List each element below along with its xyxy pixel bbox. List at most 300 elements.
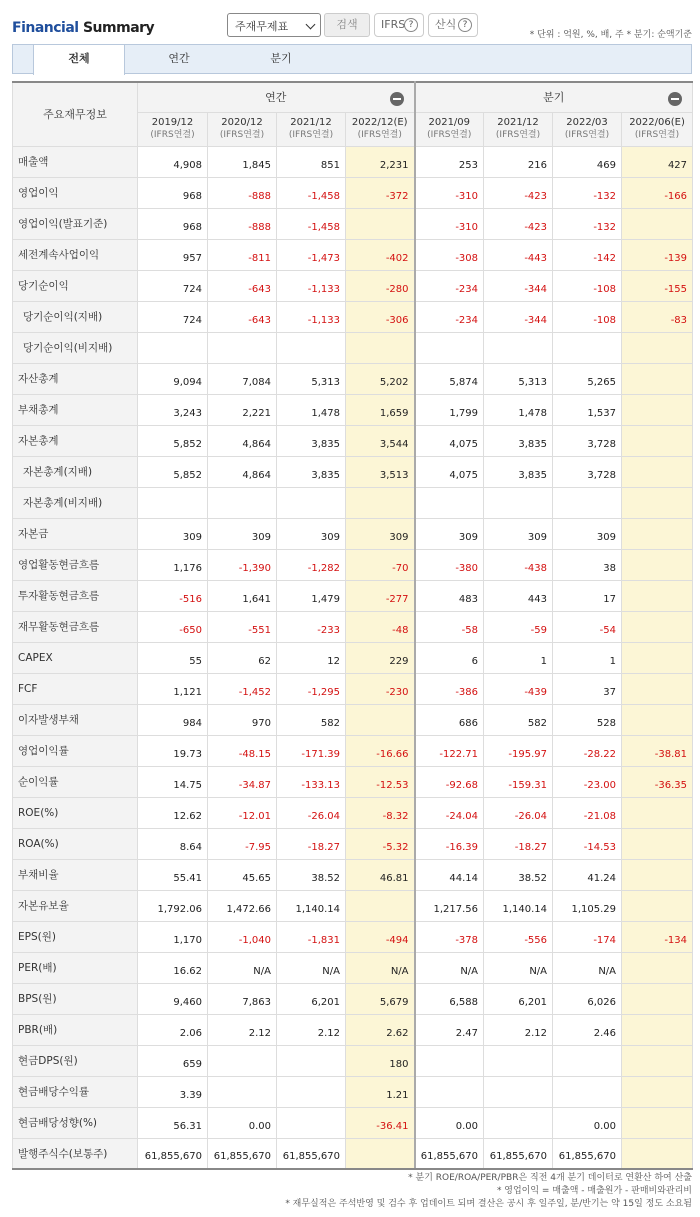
table-cell: 2.12 xyxy=(208,1014,277,1045)
table-cell xyxy=(622,642,693,673)
table-cell: N/A xyxy=(553,952,622,983)
table-row xyxy=(13,704,693,735)
table-cell: 309 xyxy=(208,518,277,549)
table-cell xyxy=(622,704,693,735)
table-cell: -551 xyxy=(208,611,277,642)
table-cell: 309 xyxy=(484,518,553,549)
table-cell: 3,835 xyxy=(277,425,346,456)
corner-label: 주요재무정보 xyxy=(13,82,138,146)
table-cell: 2.47 xyxy=(415,1014,484,1045)
table-cell: -439 xyxy=(484,673,553,704)
table-cell: -1,040 xyxy=(208,921,277,952)
table-cell: 0.00 xyxy=(553,1107,622,1138)
collapse-minus-icon[interactable] xyxy=(390,92,404,106)
row-label: 자본금 xyxy=(13,518,138,549)
table-cell: 37 xyxy=(553,673,622,704)
period-basis: (IFRS연결) xyxy=(634,130,680,140)
table-cell: -132 xyxy=(553,177,622,208)
table-row xyxy=(13,735,693,766)
table-cell: 1,792.06 xyxy=(138,890,208,921)
table-cell: 4,908 xyxy=(138,146,208,177)
table-cell: -12.53 xyxy=(346,766,415,797)
table-cell: -36.41 xyxy=(346,1107,415,1138)
footnote: * 영업이익 = 매출액 - 매출원가 - 판매비와관리비 xyxy=(496,1186,692,1196)
table-cell: 8.64 xyxy=(138,828,208,859)
table-cell: 1,176 xyxy=(138,549,208,580)
table-cell: 229 xyxy=(346,642,415,673)
period-basis: (IFRS연결) xyxy=(564,130,610,140)
tab-annual[interactable]: 연간 xyxy=(168,52,190,65)
table-cell: 528 xyxy=(553,704,622,735)
table-cell: -108 xyxy=(553,270,622,301)
table-cell: -5.32 xyxy=(346,828,415,859)
table-cell: 12.62 xyxy=(138,797,208,828)
group-quarterly-header xyxy=(415,82,693,112)
table-cell: -159.31 xyxy=(484,766,553,797)
table-cell: -443 xyxy=(484,239,553,270)
table-cell: 851 xyxy=(277,146,346,177)
table-cell: -23.00 xyxy=(553,766,622,797)
footnotes xyxy=(285,1172,692,1211)
table-cell: 2,231 xyxy=(346,146,415,177)
table-cell: -650 xyxy=(138,611,208,642)
table-cell: -24.04 xyxy=(415,797,484,828)
period-label: 2021/09 xyxy=(428,117,471,128)
table-cell: -48.15 xyxy=(208,735,277,766)
table-cell: -516 xyxy=(138,580,208,611)
table-cell: 9,094 xyxy=(138,363,208,394)
group-quarterly-label: 분기 xyxy=(543,91,565,105)
table-cell xyxy=(346,704,415,735)
unit-note: * 단위 : 억원, %, 배, 주 * 분기: 순액기준 xyxy=(529,30,692,40)
table-cell: -643 xyxy=(208,301,277,332)
table-cell: 970 xyxy=(208,704,277,735)
table-cell: -306 xyxy=(346,301,415,332)
period-label: 2022/12(E) xyxy=(351,117,408,128)
table-cell: 4,075 xyxy=(415,456,484,487)
table-cell: 2,221 xyxy=(208,394,277,425)
table-cell: -233 xyxy=(277,611,346,642)
row-label: 이자발생부채 xyxy=(13,704,138,735)
table-cell: -83 xyxy=(622,301,693,332)
table-cell: 5,202 xyxy=(346,363,415,394)
table-row xyxy=(13,828,693,859)
page-title xyxy=(12,20,154,36)
row-label: 자본유보율 xyxy=(13,890,138,921)
table-cell: 61,855,670 xyxy=(553,1138,622,1169)
table-cell: 61,855,670 xyxy=(277,1138,346,1169)
table-cell xyxy=(415,1045,484,1076)
table-cell: 4,864 xyxy=(208,456,277,487)
table-cell: -133.13 xyxy=(277,766,346,797)
period-header xyxy=(346,112,415,146)
period-header xyxy=(277,112,346,146)
table-cell: 9,460 xyxy=(138,983,208,1014)
table-cell xyxy=(622,363,693,394)
table-row xyxy=(13,549,693,580)
table-cell: N/A xyxy=(208,952,277,983)
period-label: 2019/12 xyxy=(151,117,194,128)
table-cell: 1,140.14 xyxy=(484,890,553,921)
ifrs-help-button[interactable] xyxy=(374,13,424,37)
table-row xyxy=(13,1107,693,1138)
table-cell xyxy=(277,1045,346,1076)
table-row xyxy=(13,580,693,611)
table-cell xyxy=(622,518,693,549)
table-cell: -12.01 xyxy=(208,797,277,828)
table-cell: -378 xyxy=(415,921,484,952)
table-cell: 1,659 xyxy=(346,394,415,425)
table-cell: 1,479 xyxy=(277,580,346,611)
table-cell: 483 xyxy=(415,580,484,611)
table-row xyxy=(13,1076,693,1107)
row-label: CAPEX xyxy=(13,642,138,673)
table-cell xyxy=(622,1138,693,1169)
period-header xyxy=(208,112,277,146)
table-cell: -344 xyxy=(484,301,553,332)
table-cell: -36.35 xyxy=(622,766,693,797)
table-cell: 61,855,670 xyxy=(138,1138,208,1169)
table-cell xyxy=(277,487,346,518)
table-cell: -1,473 xyxy=(277,239,346,270)
table-cell: 3.39 xyxy=(138,1076,208,1107)
table-row xyxy=(13,425,693,456)
table-cell: 309 xyxy=(138,518,208,549)
table-cell: 2.12 xyxy=(484,1014,553,1045)
table-cell: 3,835 xyxy=(484,425,553,456)
table-cell xyxy=(346,890,415,921)
table-cell xyxy=(622,549,693,580)
table-cell: -1,458 xyxy=(277,177,346,208)
table-row xyxy=(13,797,693,828)
table-cell: -171.39 xyxy=(277,735,346,766)
period-label: 2022/03 xyxy=(566,117,608,128)
table-cell: -310 xyxy=(415,177,484,208)
table-cell: -643 xyxy=(208,270,277,301)
table-cell: 427 xyxy=(622,146,693,177)
table-cell: 4,075 xyxy=(415,425,484,456)
table-cell: 0.00 xyxy=(415,1107,484,1138)
row-label: ROA(%) xyxy=(13,828,138,859)
period-basis: (IFRS연결) xyxy=(150,130,195,140)
row-label: 투자활동현금흐름 xyxy=(13,580,138,611)
title-financial: Financial xyxy=(12,20,79,36)
table-cell xyxy=(622,890,693,921)
table-cell: -58 xyxy=(415,611,484,642)
table-row xyxy=(13,456,693,487)
table-cell xyxy=(208,332,277,363)
table-cell: -888 xyxy=(208,208,277,239)
table-cell: 3,544 xyxy=(346,425,415,456)
period-header xyxy=(415,112,484,146)
table-cell: N/A xyxy=(346,952,415,983)
table-cell: 61,855,670 xyxy=(484,1138,553,1169)
table-cell: 582 xyxy=(277,704,346,735)
table-cell: 3,513 xyxy=(346,456,415,487)
table-row xyxy=(13,518,693,549)
row-label: BPS(원) xyxy=(13,983,138,1014)
table-cell: -423 xyxy=(484,177,553,208)
table-cell: -92.68 xyxy=(415,766,484,797)
table-row xyxy=(13,487,693,518)
table-cell: 1,121 xyxy=(138,673,208,704)
period-tabs xyxy=(12,44,692,74)
row-label: 자산총계 xyxy=(13,363,138,394)
table-cell: 253 xyxy=(415,146,484,177)
row-label: EPS(원) xyxy=(13,921,138,952)
toolbar xyxy=(0,0,700,44)
table-cell: 7,863 xyxy=(208,983,277,1014)
table-cell xyxy=(346,487,415,518)
period-header xyxy=(138,112,208,146)
table-cell xyxy=(208,1045,277,1076)
table-cell: 309 xyxy=(346,518,415,549)
table-cell xyxy=(415,332,484,363)
table-cell: 1 xyxy=(553,642,622,673)
formula-help-button[interactable] xyxy=(428,13,478,37)
table-cell xyxy=(346,1138,415,1169)
table-row xyxy=(13,952,693,983)
row-label: 당기순이익 xyxy=(13,270,138,301)
table-cell: 6,201 xyxy=(277,983,346,1014)
row-label: PBR(배) xyxy=(13,1014,138,1045)
table-cell: 686 xyxy=(415,704,484,735)
table-cell: 309 xyxy=(415,518,484,549)
table-cell xyxy=(346,332,415,363)
footnote: * 재무실적은 주석반영 및 검수 후 업데이트 되며 결산은 공시 후 일주일, 분/반기는 약 15일 정도 소요됨 xyxy=(285,1199,692,1209)
table-cell xyxy=(484,487,553,518)
table-cell: -888 xyxy=(208,177,277,208)
table-cell: -26.04 xyxy=(277,797,346,828)
ifrs-label: IFRS xyxy=(381,18,406,31)
table-cell: 1,799 xyxy=(415,394,484,425)
table-cell: 2.12 xyxy=(277,1014,346,1045)
table-row xyxy=(13,1045,693,1076)
group-annual-label: 연간 xyxy=(265,91,287,105)
table-cell xyxy=(415,1076,484,1107)
table-cell: 1,641 xyxy=(208,580,277,611)
table-cell: 3,835 xyxy=(277,456,346,487)
table-cell: 38 xyxy=(553,549,622,580)
table-cell xyxy=(622,1045,693,1076)
table-cell: -1,390 xyxy=(208,549,277,580)
row-label: 자본총계(지배) xyxy=(13,456,138,487)
table-cell: -16.39 xyxy=(415,828,484,859)
question-icon: ? xyxy=(404,18,418,32)
table-cell xyxy=(622,673,693,704)
tab-quarterly[interactable]: 분기 xyxy=(270,52,292,65)
table-cell xyxy=(622,983,693,1014)
table-cell: 38.52 xyxy=(277,859,346,890)
table-cell: -7.95 xyxy=(208,828,277,859)
table-cell: -8.32 xyxy=(346,797,415,828)
row-label: 영업이익 xyxy=(13,177,138,208)
table-cell: 56.31 xyxy=(138,1107,208,1138)
table-cell xyxy=(484,1045,553,1076)
table-cell: -70 xyxy=(346,549,415,580)
table-cell: 1,140.14 xyxy=(277,890,346,921)
table-cell xyxy=(277,1076,346,1107)
table-cell: 957 xyxy=(138,239,208,270)
formula-label: 산식 xyxy=(435,18,457,31)
table-row xyxy=(13,239,693,270)
table-cell: -174 xyxy=(553,921,622,952)
period-header xyxy=(553,112,622,146)
row-label: 현금DPS(원) xyxy=(13,1045,138,1076)
table-cell xyxy=(622,611,693,642)
table-cell: -122.71 xyxy=(415,735,484,766)
table-cell: 180 xyxy=(346,1045,415,1076)
table-cell: -1,458 xyxy=(277,208,346,239)
table-cell: 443 xyxy=(484,580,553,611)
table-row xyxy=(13,611,693,642)
table-cell: 5,313 xyxy=(484,363,553,394)
period-label: 2020/12 xyxy=(221,117,263,128)
table-row xyxy=(13,301,693,332)
period-basis: (IFRS연결) xyxy=(288,130,334,140)
table-row xyxy=(13,146,693,177)
footnote: * 분기 ROE/ROA/PER/PBR은 직전 4개 분기 데이터로 연환산 하여 산출 xyxy=(408,1173,692,1183)
table-cell xyxy=(622,828,693,859)
statement-select-value: 주재무제표 xyxy=(235,20,289,33)
table-cell: -18.27 xyxy=(484,828,553,859)
table-cell xyxy=(277,1107,346,1138)
table-cell xyxy=(208,1076,277,1107)
table-cell: 44.14 xyxy=(415,859,484,890)
table-cell: 1,217.56 xyxy=(415,890,484,921)
table-cell: 61,855,670 xyxy=(415,1138,484,1169)
table-cell: N/A xyxy=(277,952,346,983)
table-row xyxy=(13,1138,693,1169)
period-header xyxy=(622,112,693,146)
table-cell xyxy=(622,456,693,487)
table-cell: -54 xyxy=(553,611,622,642)
table-cell xyxy=(622,859,693,890)
table-cell: 5,874 xyxy=(415,363,484,394)
table-row xyxy=(13,859,693,890)
period-label: 2021/12 xyxy=(290,117,332,128)
tab-all[interactable]: 전체 xyxy=(33,45,125,75)
table-cell: -48 xyxy=(346,611,415,642)
table-row xyxy=(13,890,693,921)
table-cell: 0.00 xyxy=(208,1107,277,1138)
table-cell: 5,852 xyxy=(138,456,208,487)
title-summary: Summary xyxy=(82,20,155,36)
table-cell: -59 xyxy=(484,611,553,642)
table-cell: 3,728 xyxy=(553,456,622,487)
table-cell: 46.81 xyxy=(346,859,415,890)
table-cell: -108 xyxy=(553,301,622,332)
chevron-down-icon xyxy=(306,20,316,30)
table-cell: 7,084 xyxy=(208,363,277,394)
table-cell: 6,201 xyxy=(484,983,553,1014)
table-cell: -423 xyxy=(484,208,553,239)
table-cell: 309 xyxy=(277,518,346,549)
table-cell xyxy=(622,1076,693,1107)
row-label: ROE(%) xyxy=(13,797,138,828)
table-row xyxy=(13,363,693,394)
table-cell: -155 xyxy=(622,270,693,301)
table-cell: -139 xyxy=(622,239,693,270)
table-cell: -438 xyxy=(484,549,553,580)
row-label: 매출액 xyxy=(13,146,138,177)
table-cell xyxy=(622,394,693,425)
collapse-minus-icon[interactable] xyxy=(668,92,682,106)
table-row xyxy=(13,332,693,363)
table-row xyxy=(13,394,693,425)
period-label: 2022/06(E) xyxy=(629,117,685,128)
table-cell xyxy=(622,332,693,363)
table-row xyxy=(13,208,693,239)
statement-type-select[interactable] xyxy=(227,13,321,37)
period-label: 2021/12 xyxy=(497,117,539,128)
table-cell xyxy=(208,487,277,518)
table-cell xyxy=(138,487,208,518)
table-cell xyxy=(346,208,415,239)
table-cell: -310 xyxy=(415,208,484,239)
table-cell: -28.22 xyxy=(553,735,622,766)
table-cell: 41.24 xyxy=(553,859,622,890)
table-cell xyxy=(484,1107,553,1138)
table-cell: 968 xyxy=(138,208,208,239)
table-cell: 659 xyxy=(138,1045,208,1076)
period-basis: (IFRS연결) xyxy=(357,130,402,140)
table-cell: -380 xyxy=(415,549,484,580)
table-cell: 1 xyxy=(484,642,553,673)
table-cell: -344 xyxy=(484,270,553,301)
table-cell: 19.73 xyxy=(138,735,208,766)
table-row xyxy=(13,1014,693,1045)
table-cell: -1,282 xyxy=(277,549,346,580)
period-basis: (IFRS연결) xyxy=(427,130,472,140)
table-cell: -195.97 xyxy=(484,735,553,766)
table-cell xyxy=(622,1107,693,1138)
table-cell: 5,313 xyxy=(277,363,346,394)
table-cell: 55 xyxy=(138,642,208,673)
table-cell: -132 xyxy=(553,208,622,239)
table-cell: -14.53 xyxy=(553,828,622,859)
table-cell: -16.66 xyxy=(346,735,415,766)
table-cell: -34.87 xyxy=(208,766,277,797)
table-row xyxy=(13,270,693,301)
table-cell: 6,026 xyxy=(553,983,622,1014)
table-cell: -811 xyxy=(208,239,277,270)
table-cell: -38.81 xyxy=(622,735,693,766)
table-cell: 968 xyxy=(138,177,208,208)
table-cell: -308 xyxy=(415,239,484,270)
table-cell: -1,831 xyxy=(277,921,346,952)
search-button[interactable]: 검색 xyxy=(324,13,370,37)
table-cell: -234 xyxy=(415,270,484,301)
table-cell: 4,864 xyxy=(208,425,277,456)
table-cell xyxy=(415,487,484,518)
table-cell: -234 xyxy=(415,301,484,332)
table-cell xyxy=(553,332,622,363)
table-cell: 469 xyxy=(553,146,622,177)
table-cell: 984 xyxy=(138,704,208,735)
table-cell: -134 xyxy=(622,921,693,952)
table-cell xyxy=(277,332,346,363)
table-cell: -18.27 xyxy=(277,828,346,859)
table-cell: 3,728 xyxy=(553,425,622,456)
table-cell: 216 xyxy=(484,146,553,177)
table-cell xyxy=(484,332,553,363)
period-basis: (IFRS연결) xyxy=(219,130,265,140)
table-cell: -386 xyxy=(415,673,484,704)
row-label: 자본총계(비지배) xyxy=(13,487,138,518)
table-cell: -1,133 xyxy=(277,301,346,332)
table-cell: -230 xyxy=(346,673,415,704)
